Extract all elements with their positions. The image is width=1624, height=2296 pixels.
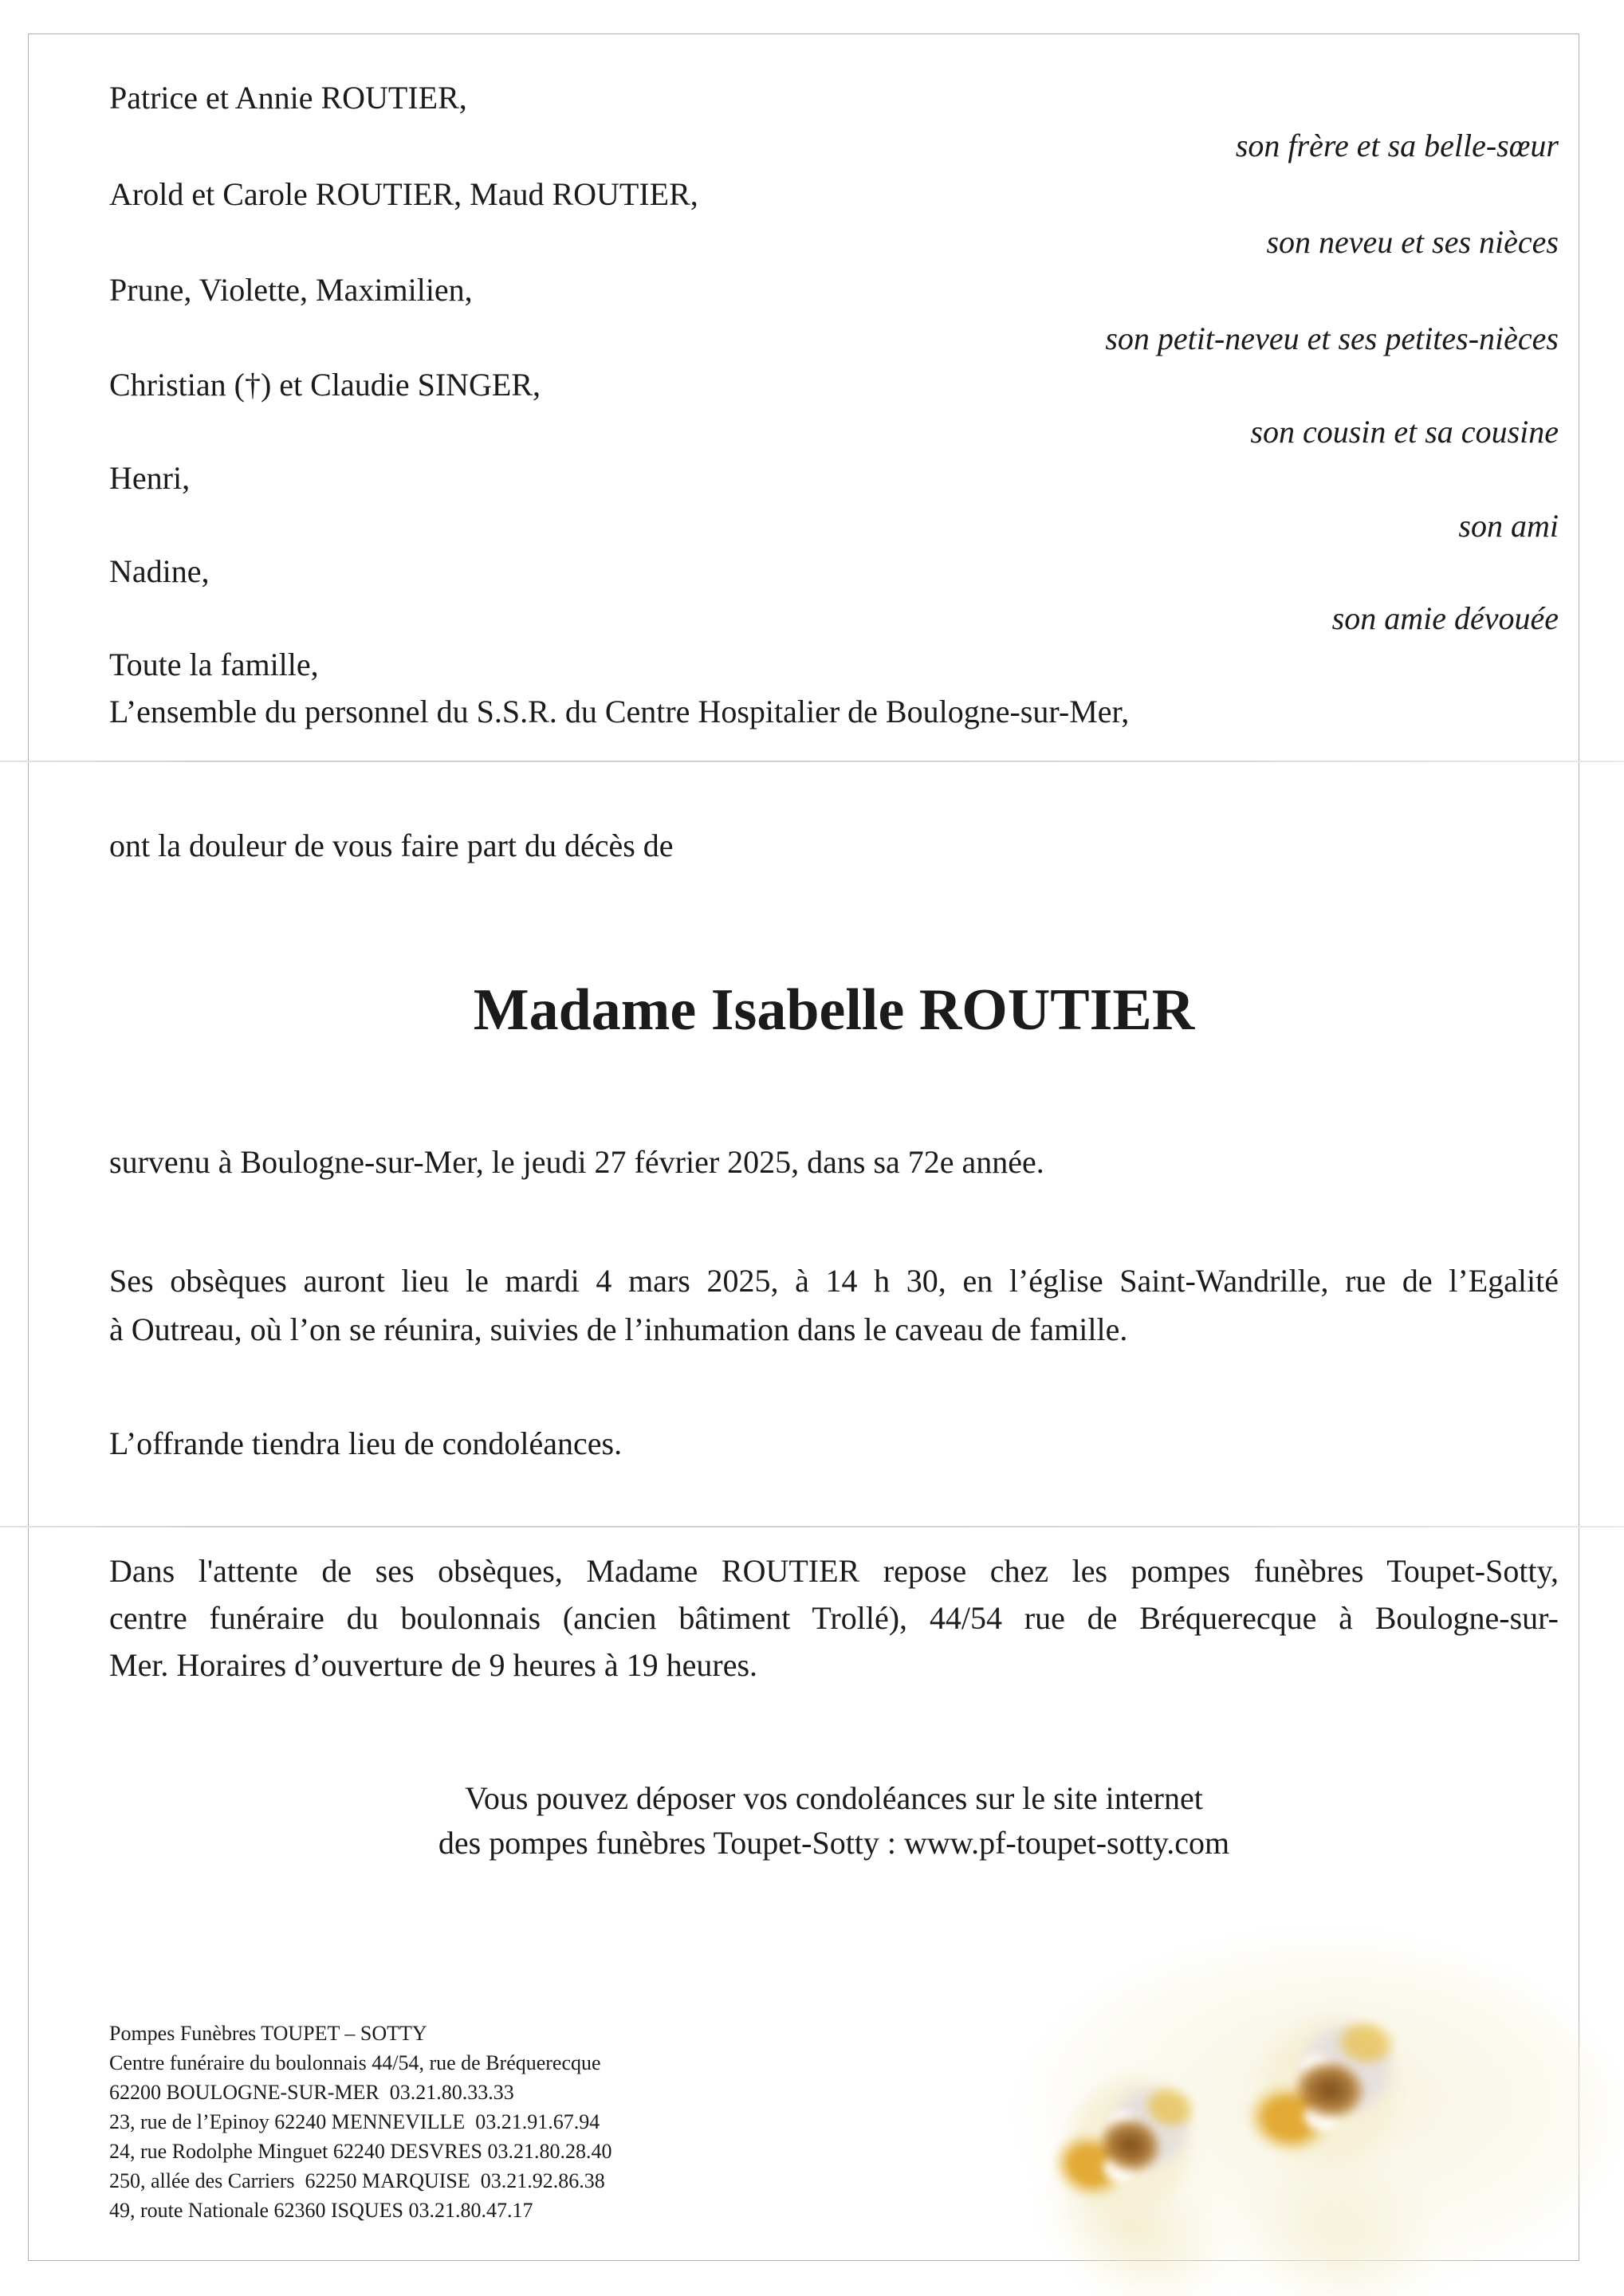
line-text: Mer. Horaires d’ouverture de 9 heures à 19 heures. xyxy=(109,1647,758,1683)
line-text: Madame Isabelle ROUTIER xyxy=(473,977,1195,1043)
line-text: ont la douleur de vous faire part du décès de xyxy=(109,828,674,863)
family-member-line xyxy=(109,79,1559,117)
deceased-name-title xyxy=(109,978,1559,1043)
line-text: L’offrande tiendra lieu de condoléances. xyxy=(109,1425,623,1461)
fold-line xyxy=(0,1526,1624,1527)
repose-details-line xyxy=(109,1646,1559,1685)
condolences-website-line xyxy=(109,1824,1559,1862)
funeral-home-address-line: 24, rue Rodolphe Minguet 62240 DESVRES 03.21.80.28.40 xyxy=(109,2140,612,2163)
line-text: Prune, Violette, Maximilien, xyxy=(109,272,473,308)
family-member-line xyxy=(109,366,1559,404)
line-text: son frère et sa belle-sœur xyxy=(1235,128,1559,163)
family-member-line xyxy=(109,459,1559,497)
line-text: Toute la famille, xyxy=(109,647,319,682)
relationship-label xyxy=(109,507,1559,545)
line-text: survenu à Boulogne-sur-Mer, le jeudi 27 février 2025, dans sa 72e année. xyxy=(109,1144,1044,1180)
funeral-home-address-line: 62200 BOULOGNE-SUR-MER 03.21.80.33.33 xyxy=(109,2081,514,2104)
line-text: son petit-neveu et ses petites-nièces xyxy=(1105,320,1559,356)
condolences-note-line xyxy=(109,1779,1559,1818)
funeral-details-line xyxy=(109,1311,1559,1349)
line-text: Nadine, xyxy=(109,553,210,589)
line-text: Dans l'attente de ses obsèques, Madame ROUTIER repose chez les pompes funèbres Toupet-Sotty, xyxy=(109,1553,1559,1589)
funeral-home-name: Pompes Funèbres TOUPET – SOTTY xyxy=(109,2022,427,2045)
line-text: L’ensemble du personnel du S.S.R. du Centre Hospitalier de Boulogne-sur-Mer, xyxy=(109,694,1130,729)
repose-details-line xyxy=(109,1552,1559,1590)
family-member-line xyxy=(109,693,1559,731)
funeral-details-line xyxy=(109,1262,1559,1300)
line-text: son cousin et sa cousine xyxy=(1250,414,1559,450)
line-text: son ami xyxy=(1458,508,1559,544)
relationship-label xyxy=(109,413,1559,451)
repose-details-line xyxy=(109,1599,1559,1637)
family-member-line xyxy=(109,271,1559,309)
line-text: centre funéraire du boulonnais (ancien bâtiment Trollé), 44/54 rue de Bréquerecque à Boulogne-sur- xyxy=(109,1600,1559,1636)
relationship-label xyxy=(109,223,1559,261)
line-text: Vous pouvez déposer vos condoléances sur le site internet xyxy=(465,1780,1203,1816)
line-text: Christian (†) et Claudie SINGER, xyxy=(109,367,541,403)
family-member-line xyxy=(109,552,1559,591)
relationship-label xyxy=(109,127,1559,165)
relationship-label xyxy=(109,320,1559,358)
announcement-intro xyxy=(109,827,1559,865)
funeral-home-footer xyxy=(109,2019,612,2225)
line-text: son amie dévouée xyxy=(1331,600,1559,636)
funeral-home-address-line: Centre funéraire du boulonnais 44/54, rue de Bréquerecque xyxy=(109,2051,601,2074)
family-member-line xyxy=(109,175,1559,214)
line-text: Arold et Carole ROUTIER, Maud ROUTIER, xyxy=(109,176,698,212)
offering-line xyxy=(109,1425,1559,1463)
fold-line xyxy=(0,761,1624,762)
line-text: Ses obsèques auront lieu le mardi 4 mars 2025, à 14 h 30, en l’église Saint-Wandrille, rue de l’Egalité xyxy=(109,1263,1559,1299)
line-text: Patrice et Annie ROUTIER, xyxy=(109,80,467,116)
funeral-home-address-line: 250, allée des Carriers 62250 MARQUISE 03.21.92.86.38 xyxy=(109,2169,605,2192)
death-details-line xyxy=(109,1143,1559,1181)
funeral-home-address-line: 23, rue de l’Epinoy 62240 MENNEVILLE 03.21.91.67.94 xyxy=(109,2110,600,2133)
line-text: Henri, xyxy=(109,460,191,496)
line-text: à Outreau, où l’on se réunira, suivies de l’inhumation dans le caveau de famille. xyxy=(109,1311,1128,1347)
line-text: son neveu et ses nièces xyxy=(1266,224,1559,260)
family-member-line xyxy=(109,646,1559,684)
relationship-label xyxy=(109,600,1559,638)
line-text: des pompes funèbres Toupet-Sotty : www.pf-toupet-sotty.com xyxy=(438,1825,1230,1861)
funeral-home-address-line: 49, route Nationale 62360 ISQUES 03.21.80.47.17 xyxy=(109,2199,533,2222)
